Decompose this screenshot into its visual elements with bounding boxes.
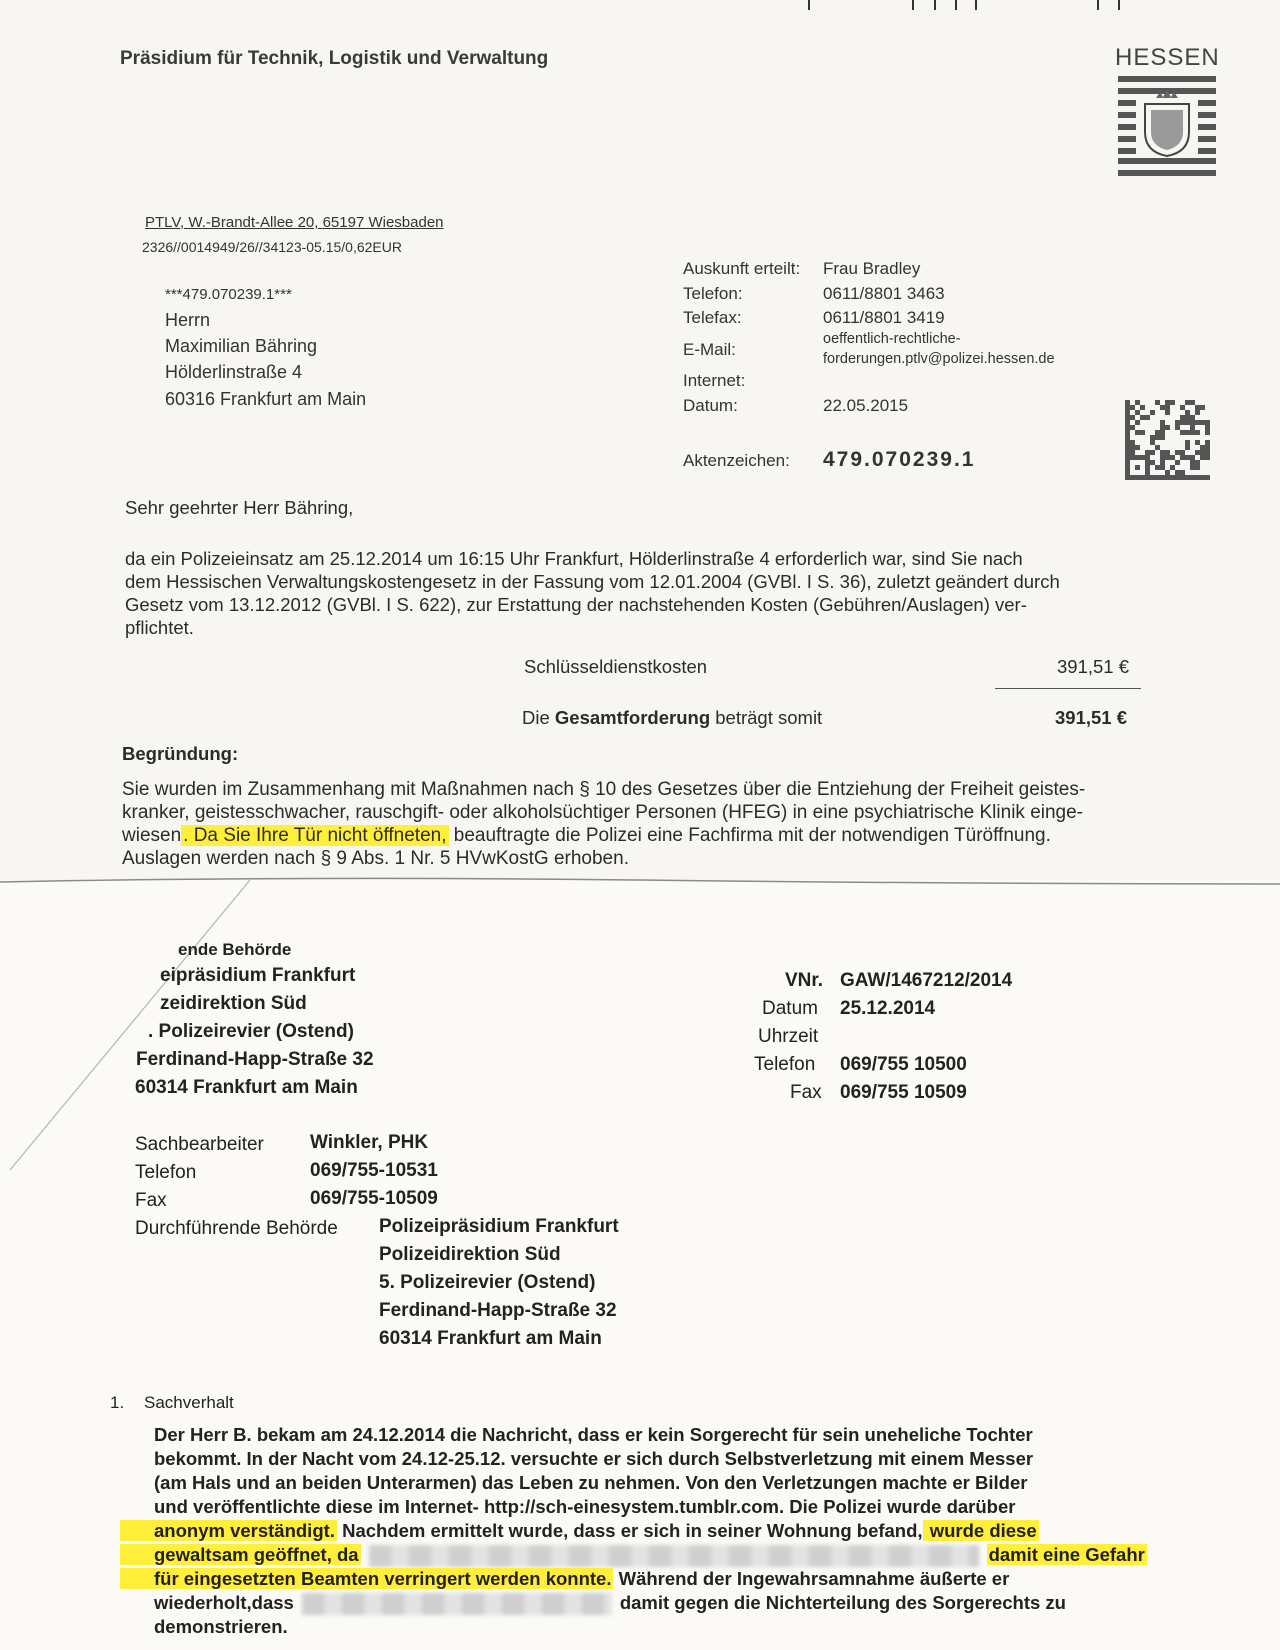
officer-value: Winkler, PHK (310, 1132, 429, 1153)
report-date-value: 25.12.2014 (840, 998, 936, 1019)
report-date-label: Datum (762, 998, 818, 1019)
email-line-2: forderungen.ptlv@polizei.hessen.de (823, 351, 1055, 367)
facts-line-2: bekommt. In der Nacht vom 24.12-25.12. versuchte er sich durch Selbstverletzung mit einem Messer (154, 1448, 1034, 1469)
facts-line-3: (am Hals und an beiden Unterarmen) das Leben zu nehmen. Von den Verletzungen machte er Bilder (154, 1472, 1028, 1493)
redacted-text (369, 1545, 979, 1567)
vnr-label: VNr. (785, 970, 824, 991)
highlight-anonymous: anonym verständigt. (120, 1520, 337, 1541)
fax-label: Telefax: (683, 308, 742, 327)
recipient-reference: ***479.070239.1*** (165, 286, 292, 303)
executing-agency-line-2: Polizeidirektion Süd (379, 1244, 561, 1265)
hessen-coat-of-arms-icon (1118, 76, 1216, 176)
fax-value: 0611/8801 3419 (823, 308, 945, 327)
return-address: PTLV, W.-Brandt-Allee 20, 65197 Wiesbaden (145, 214, 444, 231)
facts-line-8: wiederholt,dass damit gegen die Nichterteilung des Sorgerechts zu (154, 1592, 1066, 1615)
report-phone-value: 069/755 10500 (840, 1054, 967, 1075)
executing-agency-line-1: Polizeipräsidium Frankfurt (379, 1216, 619, 1237)
highlight-opened: wurde diese (924, 1520, 1037, 1541)
executing-agency-line-4: Ferdinand-Happ-Straße 32 (379, 1300, 617, 1321)
facts-line-4: und veröffentlichte diese im Internet- http://sch-einesystem.tumblr.com. Die Polizei wurde darüber (154, 1496, 1016, 1517)
agency-line-6: 60314 Frankfurt am Main (135, 1077, 358, 1098)
sender-authority: Präsidium für Technik, Logistik und Verwaltung (120, 48, 549, 69)
reason-line-1: Sie wurden im Zusammenhang mit Maßnahmen nach § 10 des Gesetzes über die Entziehung der Freiheit geistes- (122, 779, 1086, 800)
facts-line-1: Der Herr B. bekam am 24.12.2014 die Nachricht, dass er kein Sorgerecht für sein uneheliche Tochter (154, 1424, 1033, 1445)
section-title: Sachverhalt (144, 1393, 234, 1412)
report-phone-label: Telefon (754, 1054, 816, 1075)
date-value: 22.05.2015 (823, 396, 909, 415)
facts-line-9: demonstrieren. (154, 1616, 288, 1637)
cost-item-label: Schlüsseldienstkosten (524, 656, 708, 677)
executing-agency-line-3: 5. Polizeirevier (Ostend) (379, 1272, 596, 1293)
recipient-name: Maximilian Bähring (165, 336, 318, 356)
officer-label: Sachbearbeiter (135, 1134, 264, 1155)
reason-line-4: Auslagen werden nach § 9 Abs. 1 Nr. 5 HVwKostG erhoben. (122, 848, 629, 869)
agency-line-3: zeidirektion Süd (160, 993, 307, 1014)
intro-line-2: dem Hessischen Verwaltungskostengesetz in der Fassung vom 12.01.2004 (GVBl. I S. 36), zuletzt geändert durch (125, 571, 1060, 592)
cost-item-value: 391,51 € (1057, 656, 1130, 677)
executing-agency-label: Durchführende Behörde (135, 1218, 338, 1239)
agency-line-4: . Polizeirevier (Ostend) (148, 1021, 354, 1042)
highlight-forcibly: gewaltsam geöffnet, da (120, 1544, 361, 1565)
agency-line-1: ende Behörde (178, 940, 292, 959)
vnr-value: GAW/1467212/2014 (840, 970, 1013, 991)
police-report-sheet (0, 880, 1280, 1650)
reason-heading: Begründung: (122, 743, 239, 764)
facts-line-6 (120, 1544, 1147, 1567)
letter-greeting: Sehr geehrter Herr Bähring, (125, 497, 354, 518)
report-fax-value: 069/755 10509 (840, 1082, 967, 1103)
internet-label: Internet: (683, 371, 746, 390)
file-number-label: Aktenzeichen: (683, 451, 790, 470)
state-name: HESSEN (1115, 44, 1220, 71)
datamatrix-code-icon (1125, 400, 1213, 480)
officer-phone-label: Telefon (135, 1162, 197, 1183)
recipient-city: 60316 Frankfurt am Main (165, 389, 367, 409)
total-line: Die Gesamtforderung beträgt somit (522, 707, 823, 728)
intro-line-1: da ein Polizeieinsatz am 25.12.2014 um 16:15 Uhr Frankfurt, Hölderlinstraße 4 erforderlich war, sind Sie nach (125, 548, 1023, 569)
intro-line-3: Gesetz vom 13.12.2012 (GVBl. I S. 622), zur Erstattung der nachstehenden Kosten (Gebühren/Auslagen) ver- (125, 594, 1027, 615)
phone-label: Telefon: (683, 284, 743, 303)
contact-person: Frau Bradley (823, 259, 921, 278)
intro-line-4: pflichtet. (125, 617, 194, 638)
highlight-danger: damit eine Gefahr (988, 1544, 1145, 1565)
file-number-value: 479.070239.1 (823, 448, 976, 471)
report-fax-label: Fax (790, 1082, 822, 1103)
executing-agency-line-5: 60314 Frankfurt am Main (379, 1328, 602, 1349)
officer-phone-value: 069/755-10531 (310, 1160, 438, 1181)
reason-line-3: wiesen . Da Sie Ihre Tür nicht öffneten, beauftragte die Polizei eine Fachfirma mit der notwendigen Türöffnung. (122, 825, 1051, 846)
sum-rule (995, 688, 1141, 689)
contact-person-label: Auskunft erteilt: (683, 259, 801, 278)
recipient-salutation: Herrn (165, 310, 211, 330)
facts-line-5: anonym verständigt. Nachdem ermittelt wurde, dass er sich in seiner Wohnung befand, wurde diese (120, 1520, 1039, 1542)
email-line-1: oeffentlich-rechtliche- (823, 331, 961, 347)
total-value: 391,51 € (1055, 707, 1128, 728)
agency-line-5: Ferdinand-Happ-Straße 32 (136, 1049, 374, 1070)
date-label: Datum: (683, 396, 738, 415)
reason-line-2: kranker, geistesschwacher, rauschgift- oder alkoholsüchtiger Personen (HFEG) in eine psychiatrische Klinik einge- (122, 802, 1084, 823)
facts-line-7: für eingesetzten Beamten verringert werden konnte. Während der Ingewahrsamnahme äußerte er (120, 1568, 1009, 1590)
postage-reference: 2326//0014949/26//34123-05.15/0,62EUR (142, 239, 402, 255)
highlight-officers: für eingesetzten Beamten verringert werden konnte. (120, 1568, 613, 1589)
redacted-text (302, 1593, 612, 1615)
email-label: E-Mail: (683, 340, 736, 359)
highlight-door: . Da Sie Ihre Tür nicht öffneten, (183, 825, 447, 846)
agency-line-2: eipräsidium Frankfurt (160, 965, 356, 986)
officer-fax-label: Fax (135, 1190, 167, 1211)
recipient-street: Hölderlinstraße 4 (165, 362, 303, 382)
phone-value: 0611/8801 3463 (823, 284, 945, 303)
section-number: 1. (110, 1393, 125, 1412)
time-label: Uhrzeit (758, 1026, 819, 1047)
officer-fax-value: 069/755-10509 (310, 1188, 438, 1209)
